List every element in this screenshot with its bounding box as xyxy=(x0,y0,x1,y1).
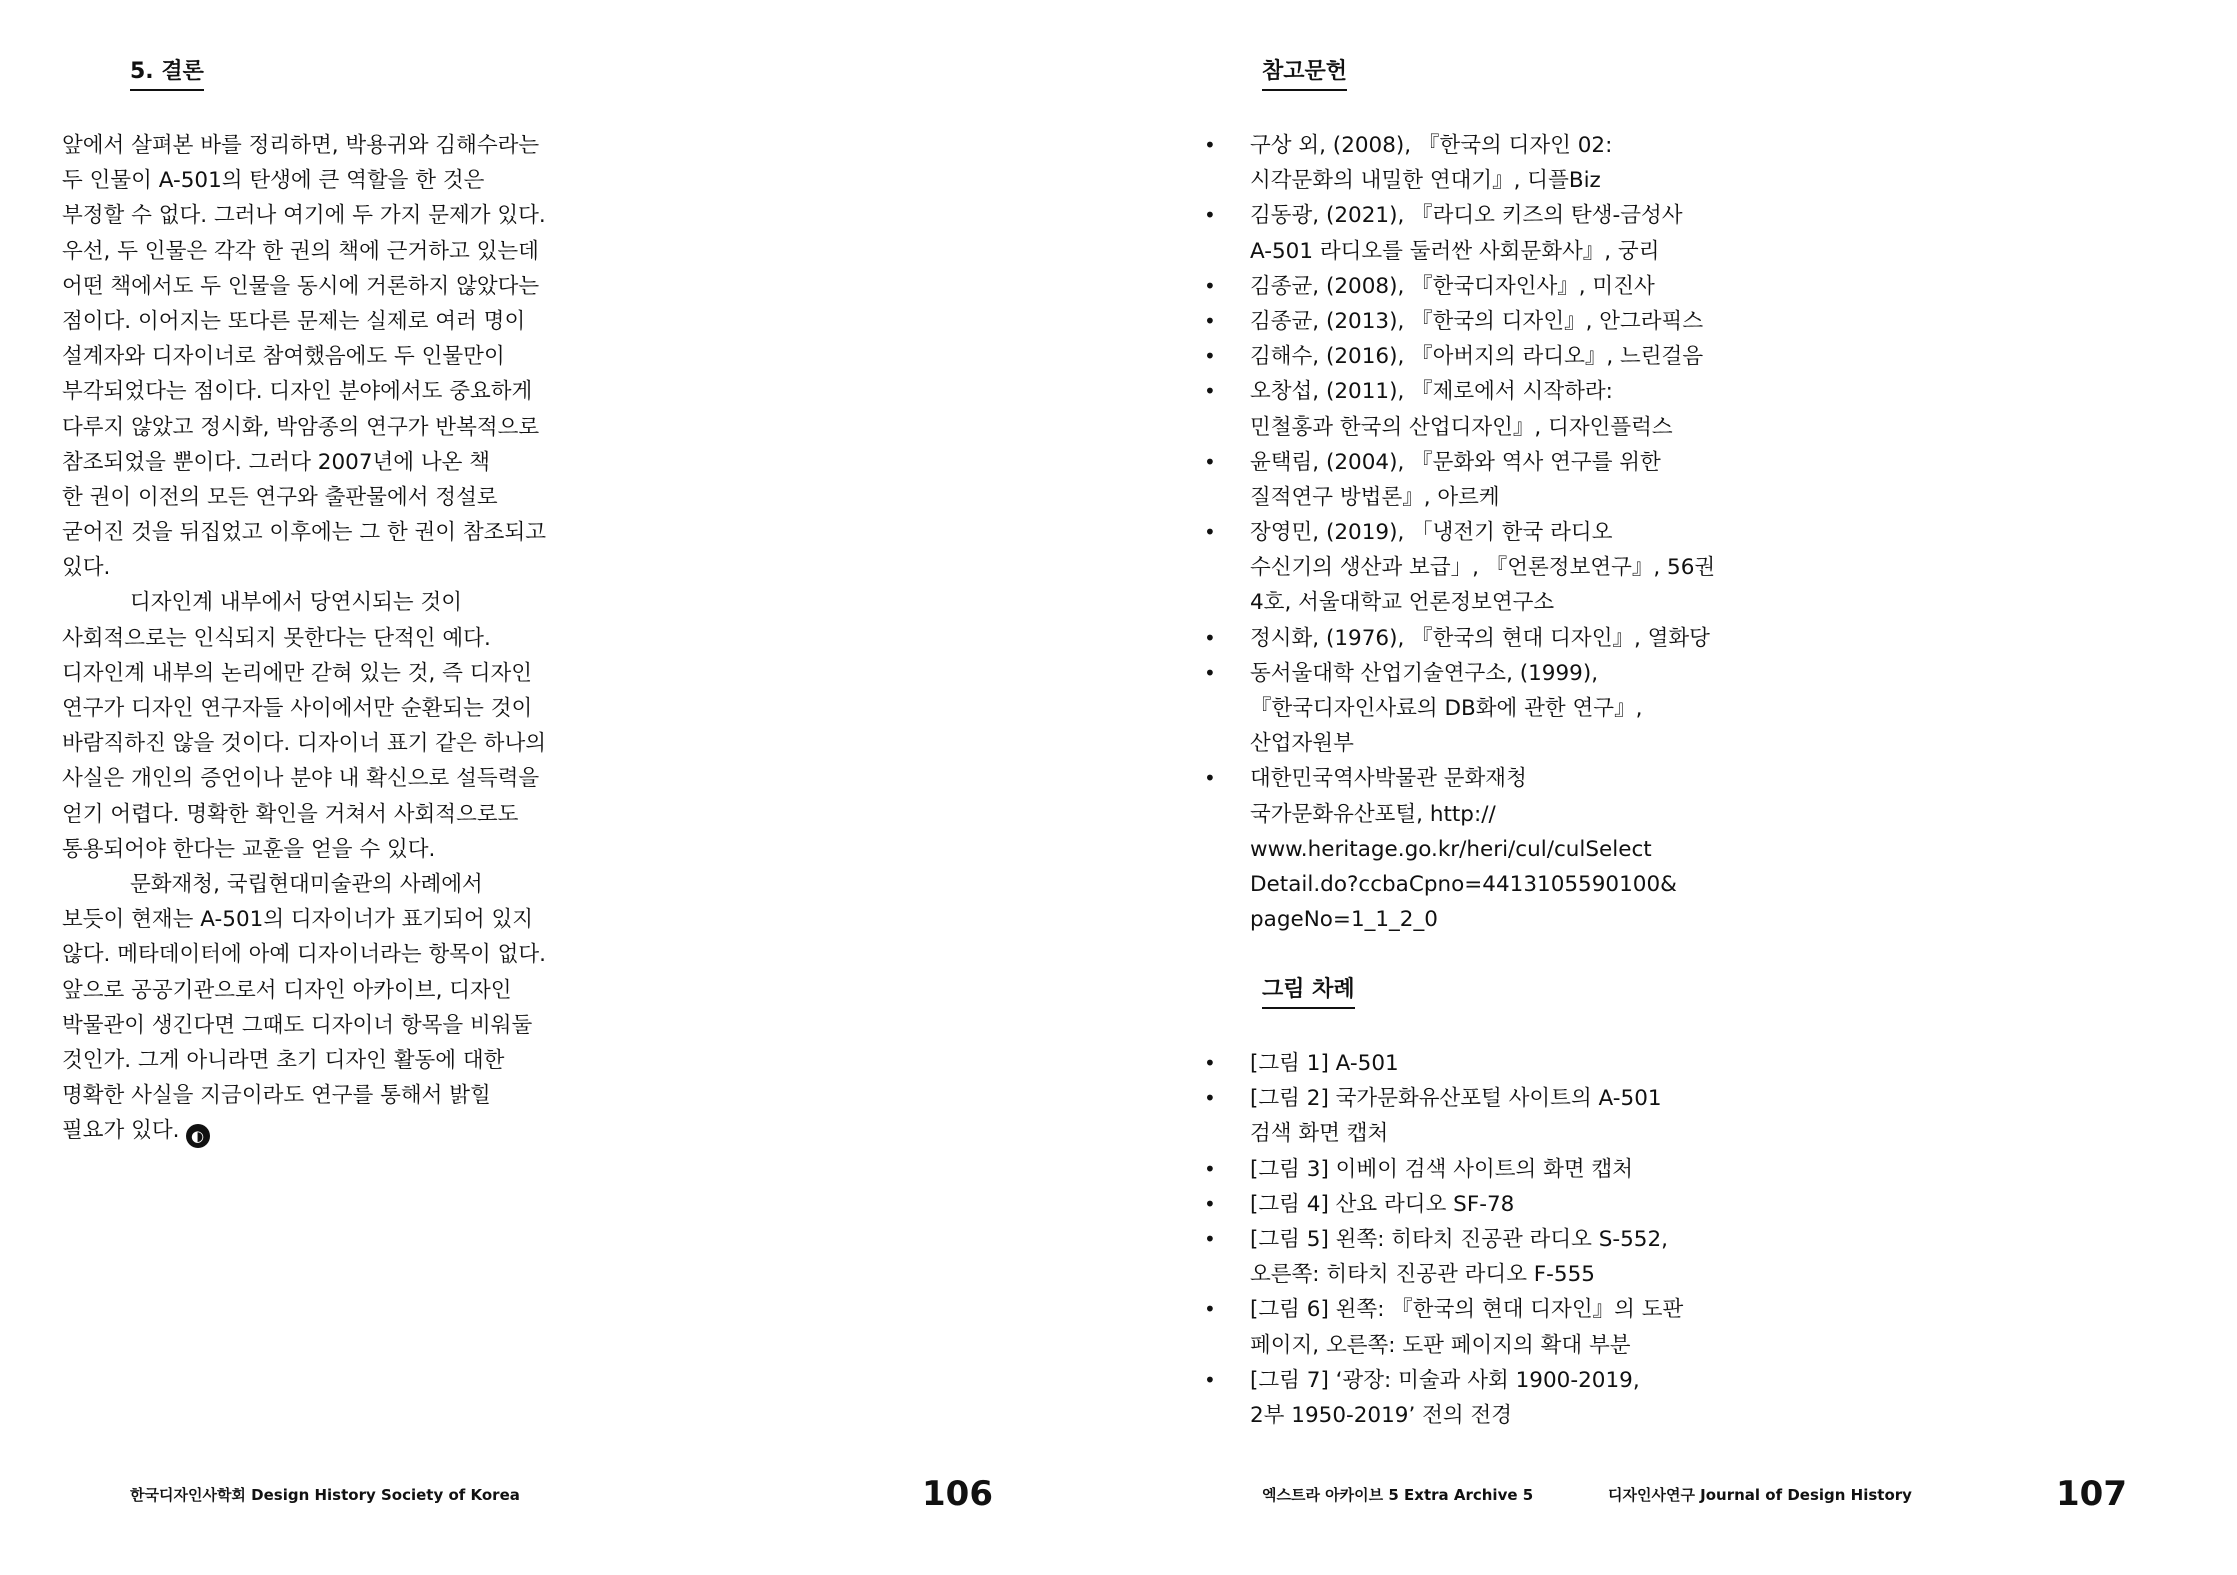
conclusion-heading: 5. 결론 xyxy=(130,58,204,91)
reference-item xyxy=(1204,198,1770,268)
body-line-text: 박물관이 생긴다면 그때도 디자이너 항목을 비워둘 xyxy=(62,1012,533,1038)
footer-journal: 디자인사연구 Journal of Design History xyxy=(1608,1486,1912,1504)
body-line xyxy=(62,656,582,691)
body-line xyxy=(62,410,582,445)
body-line-text: 한 권이 이전의 모든 연구와 출판물에서 정설로 xyxy=(62,484,498,510)
reference-item xyxy=(1204,445,1770,515)
body-line xyxy=(62,269,582,304)
body-line xyxy=(62,550,582,585)
bullet-icon: • xyxy=(1204,273,1216,298)
bullet-icon: • xyxy=(1204,1297,1216,1322)
reference-line: 수신기의 생산과 보급」, 『언론정보연구』, 56권 xyxy=(1250,555,1716,581)
figure-item xyxy=(1204,1187,1770,1222)
body-line xyxy=(62,515,582,550)
body-line xyxy=(62,198,582,233)
conclusion-body xyxy=(62,128,582,1148)
reference-line: 장영민, (2019), 「냉전기 한국 라디오 xyxy=(1250,520,1613,546)
body-line-text: 부정할 수 없다. 그러나 여기에 두 가지 문제가 있다. xyxy=(62,203,546,229)
reference-line: 국가문화유산포털, http:// xyxy=(1250,801,1496,827)
bullet-icon: • xyxy=(1204,133,1216,157)
figure-line: [그림 3] 이베이 검색 사이트의 화면 캡처 xyxy=(1250,1156,1633,1182)
reference-line: 대한민국역사박물관 문화재청 xyxy=(1250,766,1527,792)
figure-line: [그림 6] 왼쪽: 『한국의 현대 디자인』의 도판 xyxy=(1250,1297,1684,1323)
reference-line: www.heritage.go.kr/heri/cul/culSelect xyxy=(1250,836,1652,862)
body-line-text: 앞에서 살펴본 바를 정리하면, 박용귀와 김해수라는 xyxy=(62,133,540,158)
figure-line: [그림 1] A-501 xyxy=(1250,1051,1399,1076)
body-line xyxy=(62,304,582,339)
figure-item xyxy=(1204,1046,1770,1081)
figure-item xyxy=(1204,1292,1770,1362)
body-line-text: 앞으로 공공기관으로서 디자인 아카이브, 디자인 xyxy=(62,977,512,1003)
figure-item xyxy=(1204,1222,1770,1292)
body-line-text: 문화재청, 국립현대미술관의 사례에서 xyxy=(130,871,483,897)
body-line-text: 있다. xyxy=(62,555,111,581)
body-line xyxy=(62,128,582,163)
body-line-text: 사회적으로는 인식되지 못한다는 단적인 예다. xyxy=(62,625,491,651)
figure-line: [그림 5] 왼쪽: 히타치 진공관 라디오 S-552, xyxy=(1250,1226,1668,1252)
body-line-text: 통용되어야 한다는 교훈을 얻을 수 있다. xyxy=(62,836,436,862)
reference-line: 정시화, (1976), 『한국의 현대 디자인』, 열화당 xyxy=(1250,625,1710,651)
reference-line: A-501 라디오를 둘러싼 사회문화사』, 궁리 xyxy=(1250,238,1660,264)
figures-list xyxy=(1204,1046,1770,1433)
bullet-icon: • xyxy=(1204,1156,1216,1181)
bullet-icon: • xyxy=(1204,379,1216,404)
figure-line: [그림 4] 산요 라디오 SF-78 xyxy=(1250,1191,1515,1217)
body-line xyxy=(62,797,582,832)
bullet-icon: • xyxy=(1204,1191,1216,1216)
reference-item xyxy=(1204,515,1770,621)
figure-line: [그림 2] 국가문화유산포털 사이트의 A-501 xyxy=(1250,1086,1662,1112)
right-page xyxy=(1118,0,2237,1575)
body-line xyxy=(62,1008,582,1043)
reference-line: 김해수, (2016), 『아버지의 라디오』, 느린걸음 xyxy=(1250,344,1704,370)
references-list xyxy=(1204,128,1770,937)
reference-line: 시각문화의 내밀한 연대기』, 디플Biz xyxy=(1250,168,1601,194)
figure-item xyxy=(1204,1152,1770,1187)
body-line xyxy=(62,585,582,620)
body-line xyxy=(62,234,582,269)
figure-line: 페이지, 오른쪽: 도판 페이지의 확대 부분 xyxy=(1250,1332,1631,1358)
body-line xyxy=(62,480,582,515)
footer-society: 한국디자인사학회 Design History Society of Korea xyxy=(130,1486,520,1504)
reference-item xyxy=(1204,374,1770,444)
reference-item xyxy=(1204,656,1770,762)
body-line-text: 참조되었을 뿐이다. 그러다 2007년에 나온 책 xyxy=(62,449,491,475)
figure-line: 검색 화면 캡처 xyxy=(1250,1121,1389,1147)
body-line xyxy=(62,1043,582,1078)
reference-line: 『한국디자인사료의 DB화에 관한 연구』, xyxy=(1250,696,1643,721)
body-line-text: 필요가 있다. xyxy=(62,1118,180,1144)
reference-line: 민철홍과 한국의 산업디자인』, 디자인플럭스 xyxy=(1250,414,1673,440)
body-line-text: 연구가 디자인 연구자들 사이에서만 순환되는 것이 xyxy=(62,696,533,721)
figure-line: [그림 7] ‘광장: 미술과 사회 1900-2019, xyxy=(1250,1367,1640,1393)
body-line xyxy=(62,1113,582,1148)
left-page xyxy=(0,0,1118,1575)
body-line-text: 사실은 개인의 증언이나 분야 내 확신으로 설득력을 xyxy=(62,766,540,792)
body-line xyxy=(62,832,582,867)
bullet-icon: • xyxy=(1204,520,1216,545)
bullet-icon: • xyxy=(1204,203,1216,228)
references-heading: 참고문헌 xyxy=(1262,58,1347,91)
page-number-left: 106 xyxy=(922,1474,993,1514)
figure-item xyxy=(1204,1363,1770,1433)
body-line xyxy=(62,937,582,972)
reference-line: 윤택림, (2004), 『문화와 역사 연구를 위한 xyxy=(1250,449,1661,475)
body-line xyxy=(62,374,582,409)
body-line-text: 설계자와 디자이너로 참여했음에도 두 인물만이 xyxy=(62,344,505,370)
reference-line: Detail.do?ccbaCpno=4413105590100& xyxy=(1250,871,1677,897)
reference-line: 오창섭, (2011), 『제로에서 시작하라: xyxy=(1250,379,1613,405)
body-line xyxy=(62,1078,582,1113)
body-line-text: 명확한 사실을 지금이라도 연구를 통해서 밝힐 xyxy=(62,1083,491,1109)
body-line xyxy=(62,761,582,796)
reference-item xyxy=(1204,621,1770,656)
body-line-text: 점이다. 이어지는 또다른 문제는 실제로 여러 명이 xyxy=(62,308,526,334)
body-line xyxy=(62,726,582,761)
bullet-icon: • xyxy=(1204,660,1216,685)
reference-line: 4호, 서울대학교 언론정보연구소 xyxy=(1250,590,1555,616)
figures-heading: 그림 차례 xyxy=(1262,976,1355,1009)
reference-line: 김동광, (2021), 『라디오 키즈의 탄생-금성사 xyxy=(1250,203,1683,229)
body-line xyxy=(62,339,582,374)
reference-line: 구상 외, (2008), 『한국의 디자인 02: xyxy=(1250,133,1613,158)
body-line-text: 우선, 두 인물은 각각 한 권의 책에 근거하고 있는데 xyxy=(62,238,539,264)
bullet-icon: • xyxy=(1204,1226,1216,1251)
body-line-text: 않다. 메타데이터에 아예 디자이너라는 항목이 없다. xyxy=(62,942,546,968)
reference-line: 산업자원부 xyxy=(1250,731,1354,757)
body-line-text: 얻기 어렵다. 명확한 확인을 거쳐서 사회적으로도 xyxy=(62,801,519,827)
figure-line: 2부 1950-2019’ 전의 전경 xyxy=(1250,1402,1513,1428)
reference-item xyxy=(1204,761,1770,937)
reference-line: pageNo=1_1_2_0 xyxy=(1250,907,1438,933)
reference-line: 질적연구 방법론』, 아르케 xyxy=(1250,484,1500,510)
figure-line: 오른쪽: 히타치 진공관 라디오 F-555 xyxy=(1250,1262,1595,1288)
bullet-icon: • xyxy=(1204,766,1216,791)
end-mark-icon: ◐ xyxy=(186,1124,210,1148)
reference-line: 동서울대학 산업기술연구소, (1999), xyxy=(1250,660,1599,686)
bullet-icon: • xyxy=(1204,1367,1216,1392)
bullet-icon: • xyxy=(1204,625,1216,650)
page-number-right: 107 xyxy=(2056,1474,2127,1514)
body-line-text: 디자인계 내부의 논리에만 갇혀 있는 것, 즉 디자인 xyxy=(62,660,533,686)
body-line-text: 바람직하진 않을 것이다. 디자이너 표기 같은 하나의 xyxy=(62,731,546,757)
bullet-icon: • xyxy=(1204,344,1216,369)
bullet-icon: • xyxy=(1204,308,1216,333)
reference-item xyxy=(1204,339,1770,374)
body-line xyxy=(62,691,582,726)
body-line-text: 어떤 책에서도 두 인물을 동시에 거론하지 않았다는 xyxy=(62,273,540,299)
body-line-text: 디자인계 내부에서 당연시되는 것이 xyxy=(130,590,463,616)
body-line-text: 다루지 않았고 정시화, 박암종의 연구가 반복적으로 xyxy=(62,414,540,440)
body-line-text: 부각되었다는 점이다. 디자인 분야에서도 중요하게 xyxy=(62,379,533,405)
bullet-icon: • xyxy=(1204,1086,1216,1111)
reference-line: 김종균, (2008), 『한국디자인사』, 미진사 xyxy=(1250,273,1655,299)
body-line xyxy=(62,973,582,1008)
figure-item xyxy=(1204,1081,1770,1151)
body-line xyxy=(62,867,582,902)
body-line xyxy=(62,621,582,656)
body-line-text: 것인가. 그게 아니라면 초기 디자인 활동에 대한 xyxy=(62,1047,505,1073)
reference-item xyxy=(1204,269,1770,304)
body-line-text: 굳어진 것을 뒤집었고 이후에는 그 한 권이 참조되고 xyxy=(62,520,546,546)
body-line xyxy=(62,163,582,198)
body-line xyxy=(62,445,582,480)
reference-item xyxy=(1204,128,1770,198)
reference-line: 김종균, (2013), 『한국의 디자인』, 안그라픽스 xyxy=(1250,308,1704,334)
body-line-text: 두 인물이 A-501의 탄생에 큰 역할을 한 것은 xyxy=(62,168,485,194)
footer-extra-archive: 엑스트라 아카이브 5 Extra Archive 5 xyxy=(1262,1486,1534,1504)
bullet-icon: • xyxy=(1204,449,1216,474)
body-line-text: 보듯이 현재는 A-501의 디자이너가 표기되어 있지 xyxy=(62,907,534,933)
bullet-icon: • xyxy=(1204,1051,1216,1075)
body-line xyxy=(62,902,582,937)
reference-item xyxy=(1204,304,1770,339)
